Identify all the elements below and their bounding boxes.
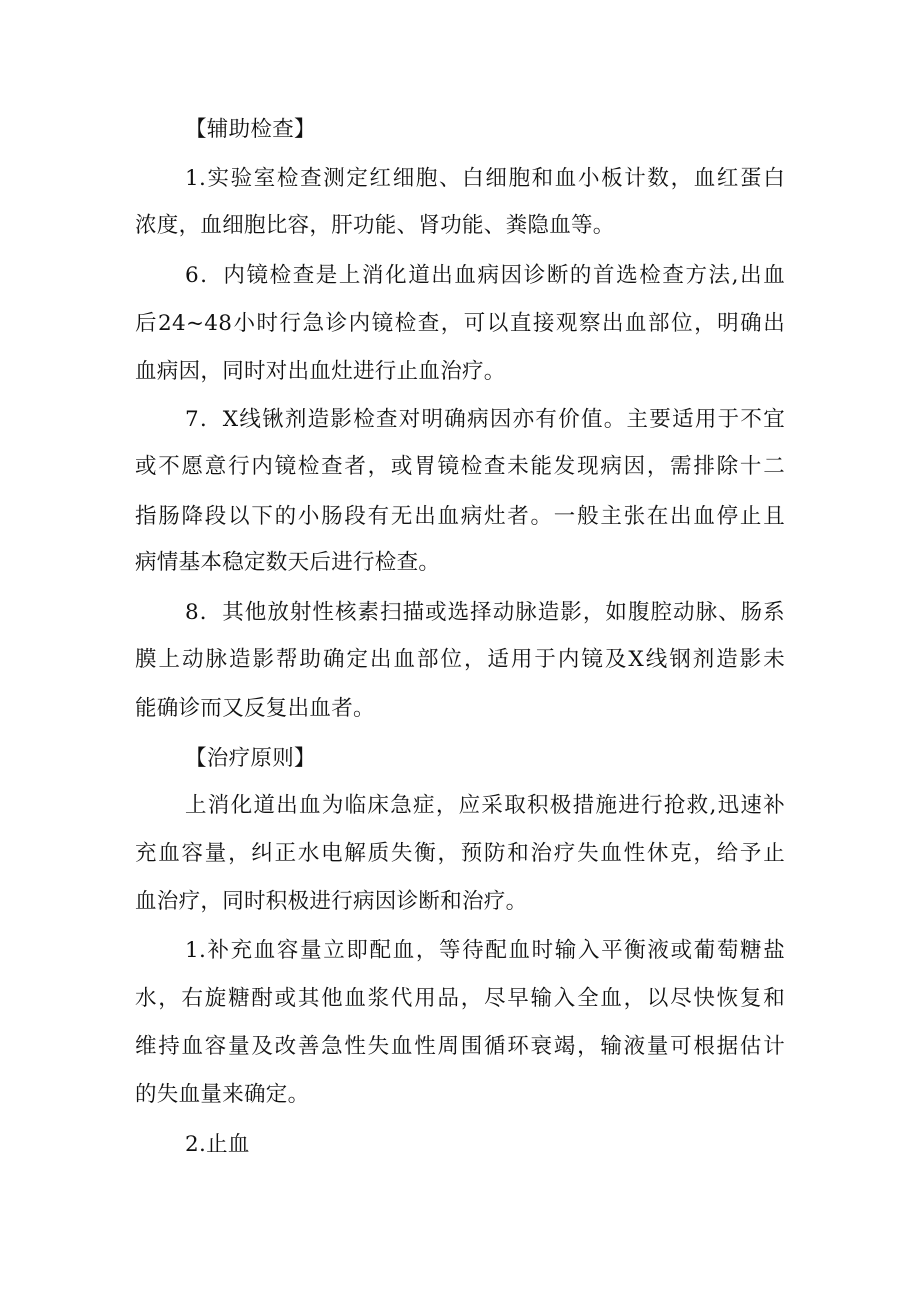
- para8-line2: 膜上动脉造影帮助确定出血部位，适用于内镜及X线钢剂造影未: [135, 647, 785, 672]
- treat-intro-line3: 血治疗，同时积极进行病因诊断和治疗。: [135, 889, 528, 914]
- heading-auxiliary-exam: 【辅助检查】: [185, 117, 316, 142]
- para6-line2: 后24~48小时行急诊内镜检查，可以直接观察出血部位，明确出: [135, 311, 785, 336]
- para7-line1: 7．X线锹剂造影检查对明确病因亦有价值。主要适用于不宜: [185, 407, 785, 432]
- para6-line3: 血病因，同时对出血灶进行止血治疗。: [135, 359, 506, 384]
- para6-line1: 6．内镜检查是上消化道出血病因诊断的首选检查方法,出血: [185, 263, 785, 288]
- para8-line1: 8．其他放射性核素扫描或选择动脉造影，如腹腔动脉、肠系: [185, 600, 785, 625]
- para7-line2: 或不愿意行内镜检查者，或胃镜检查未能发现病因，需排除十二: [135, 454, 785, 479]
- para1-line2: 浓度，血细胞比容，肝功能、肾功能、粪隐血等。: [135, 213, 615, 238]
- treat1-line1: 1.补充血容量立即配血，等待配血时输入平衡液或葡萄糖盐: [185, 938, 785, 963]
- para1-line1: 1.实验室检查测定红细胞、白细胞和血小板计数，血红蛋白: [185, 166, 785, 191]
- para7-line3: 指肠降段以下的小肠段有无出血病灶者。一般主张在出血停止且: [135, 504, 785, 529]
- heading-treatment-principle: 【治疗原则】: [185, 746, 316, 771]
- treat1-line4: 的失血量来确定。: [135, 1082, 310, 1107]
- para8-line3: 能确诊而又反复出血者。: [135, 696, 375, 721]
- treat2-heading: 2.止血: [185, 1132, 250, 1157]
- treat-intro-line2: 充血容量，纠正水电解质失衡，预防和治疗失血性休克，给予止: [135, 841, 785, 866]
- para7-line4: 病情基本稳定数天后进行检查。: [135, 550, 441, 575]
- treat-intro-line1: 上消化道出血为临床急症，应采取积极措施进行抢救,迅速补: [185, 793, 785, 818]
- treat1-line2: 水，右旋糖酎或其他血浆代用品，尽早输入全血，以尽快恢复和: [135, 986, 785, 1011]
- treat1-line3: 维持血容量及改善急性失血性周围循环衰竭，输液量可根据估计: [135, 1034, 785, 1059]
